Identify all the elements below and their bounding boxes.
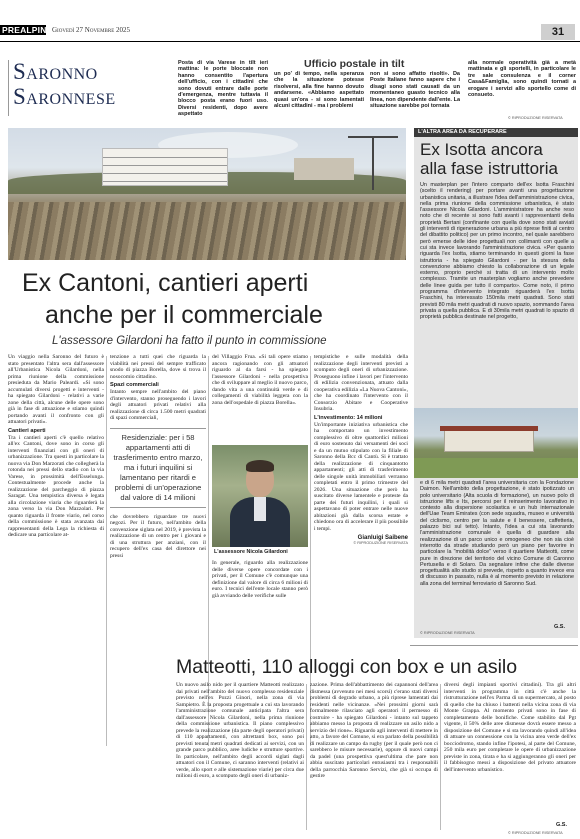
- bottom-col3: [444, 682, 576, 820]
- assessor-portrait-photo: [212, 445, 308, 547]
- page-number: 31: [541, 24, 575, 40]
- side-body1: Un masterplan per l'intero comparto dell'ex Isotta Fraschini (scelto il rendering) per portare avanti una progettazione urbanistica unitaria, a illustrare l'idea dell'amministrazione civica, nella prima riunione della commissione urbanistica, è stato l'assessore Nicola Gilardoni. L'amministratore ha anche reso noto che di recente si sono fatti avanti i rappresentanti della proprietà Bertani (confinante con quella dove sono stati avviati gli interventi di rigenerazione urbana a più riprese finiti al centro del dibattito politico) per un primo incontro, nel quale sarebbero però emerse delle idee progettuali non collimanti con quelle a cui sta invece lavorando l'amministrazione civica. «Per quanto riguarda l'ex Isotta, stiamo terminando in questi giorni la fase istruttoria - ha spiegato Gilardoni - per la stesura della convenzione abbiamo chiesto la collaborazione di un legale esterno, proprio perché si tratta di un intervento molto complesso. Tramite un masterplan vogliamo anche prevedere delle linee guida per tutto il comparto». Come noto, il primo programma d'intervento integrato riguarderà l'ex Isotta Fraschini, ha interessato 150mila metri quadrati. Sono stati previsti 80 mila metri quadrati di nuovo spazio, sommando l'area privata a quella pubblica. E di 30mila metri quadrati lo spazio di proprietà pubblica destinate nel progetto,: [420, 182, 574, 321]
- rendering-building: [444, 430, 534, 452]
- main-col3-text: del Villaggio Frua. «Si tali opere stiamo ancora ragionando con gli attuatori riguardo al da farsi - ha spiegato l'assessore Gilardoni - nella prospettiva che di sviluppare al meglio il nuovo parco, dando vita a una continuità verde e di collegamenti di viabilità leggera con la zona dell'ospedale di piazza Borella».: [212, 354, 308, 406]
- bottom-credit: © RIPRODUZIONE RISERVATA: [508, 831, 563, 835]
- rendering-lawn: [414, 458, 578, 478]
- side-kicker: L'ALTRA AREA DA RECUPERARE: [414, 128, 578, 137]
- main-headline-line1: Ex Cantoni, cantieri aperti: [22, 269, 309, 297]
- bottom-col2-text: zazione. Prima dell'abbattimento dei capannoni dell'area dismessa (avvenuto nei mesi scorsi) c'erano stati diversi problemi di degrado urbano, a più riprese lamentati dai residenti nelle vicinanze. «Nei prossimi giorni sarà formalmente rilasciato agli operatori il permesso di costruire - ha spiegato Gilardoni - intanto sul tappeto abbiamo messo la proposta di realizzare un asilo nido a servizio del rione». Riguardo agli interventi di mettere in atto, a favore del Comune, si era parlato della possibilità di realizzare un campo da rugby (per il quale però non ci sarebbero le misure necessarie), oppure di nuovi campi da padel (una prospettiva quest'ultima che pare non abbia suscitato particolari entusiasmi tra i responsabili della parrocchia Saronno Servizi, che già si occupa di gestire: [310, 682, 438, 779]
- col-divider: [440, 684, 441, 830]
- main-col4-text: tempistiche e sulle modalità della realizzazione degli interventi previsti a scomputo degli oneri di urbanizzazione. Proseguono infine i lavori per l'intervento di edilizia convenzionata, attuato dalla cooperativa edilizia «La Nuova Cantoni», che ha coordinato l'intervento con il Consorzio Abitare e Cooperative Insubria.: [314, 354, 408, 412]
- brand-name: PREALPINA: [2, 25, 53, 35]
- bottom-col3-text: diversi degli impianti sportivi cittadini). Tra gli altri interventi in programma in città c'è anche la ristrutturazione nell'ex Parma di un supermercato, al posto di quello che ha chiuso i battenti nella vicina zona di via Monte Grappa. Al momento privati sono in fase di completamento delle bonifiche. Come stabilito dal Pgt vigente, il 50% delle aree dismesse dovrà essere messo a disposizione del Comune e si sta lavorando quindi all'idea di attuare un connessione con la vicina area verde dell'ex bocciodromo, stando infine l'ipotesi, al parte del Comune, 250 mila euro per completare le opere di urbanizzazione previste in zona, tirata e ha si aggiungeranno gli oneri per il fabbisogno messi a disposizione del privato attuatore dell'intervento urbanistico.: [444, 682, 576, 773]
- main-subhead-spazi: Spazi commerciali: [110, 382, 159, 388]
- col-divider: [306, 684, 307, 830]
- portrait-hair: [246, 460, 274, 472]
- crane-arm: [348, 136, 398, 138]
- side-article: [414, 128, 578, 638]
- portrait-shirt: [254, 497, 266, 521]
- issue-date: Giovedì 27 Novembre 2025: [52, 26, 131, 34]
- main-col4b-text: Un'importante iniziativa urbanistica che ha comportato un investimento complessivo di oltre quattordici milioni di euro sostenuto dai versamenti dei soci e da un mutuo stipulato con la filiale di Saronno della Bcc di Cantù. Si è trattato della realizzazione di cinquantotto appartamenti; gli atti di trasferimento delle singole unità immobiliari verranno completati entro il primo trimestre del 2026. Una situazione che però ha suscitato diverse lamentele e proteste da parte dei futuri inquilini, i quali si aspettavano di poter entrare nelle nuove abitazioni già dalla scorsa estate e chiedono ora di accelerare il più possibile i tempi.: [314, 421, 408, 532]
- rubble-ground: [8, 202, 406, 260]
- apartment-building: [102, 148, 228, 186]
- main-col2b-text: Intanto sempre nell'ambito del piano d'intervento, stanno proseguendo i lavori degli attuatori privati relativi alla realizzazione di circa 1.500 metri quadrati di spazi commerciali,: [110, 389, 206, 421]
- photo-caption: L'assessore Nicola Gilardoni: [214, 549, 288, 555]
- main-col1: [8, 354, 104, 750]
- main-byline: Gianluigi Saibene: [357, 535, 408, 541]
- brief-col3: non si sono affatto risolti». Da Poste Italiane fanno sapere che i disagi sono stati causati da un momentaneo guasto tecnico alla linea, non dipendente dall'ente. La situazione sarebbe poi tornata: [370, 71, 460, 110]
- main-col3b-text: In generale, riguardo alla realizzazione delle diverse opere concordate con i privati, per il Comune c'è comunque una definizione dal valore di circa 6 milioni di euro. I tecnici dell'ente locale stanno però già avviando delle verifiche sulle: [212, 560, 308, 599]
- main-col1b-text: Tra i cantieri aperti c'è quello relativo all'ex Cantoni, dove sono in corso gli interventi finanziati con gli oneri di urbanizzazione. Tra questi in particolare la nuova via Don Marzorati che collegherà la rotonda nei pressi dello stadio con la via Varese, in prossimità dell'Esselunga. Contestualmente procede anche la realizzazione del parcheggio di piazza Saragat. Una tempistica diversa è legata alla circolazione viaria che riguarderà la zona verso la via Don Mazzolari. Per quanto riguarda il fronte viario, nel corso della commissione è stata avanzata dai rappresentanti della Lega la richiesta di dedicare una particolare at-: [8, 434, 104, 538]
- isotta-rendering-image: [414, 408, 578, 478]
- rear-building: [294, 158, 354, 180]
- main-col1-text: Un viaggio nella Saronno del futuro è stato presentato l'altra sera dall'assessore all'Urbanistica Nicola Gilardoni, nella prima riunione della commissione presieduta da Mario Paleardi. «Si sono accumulati diversi progetti e interventi - ha spiegato Gilardoni - relativi a varie zone della città, alcune delle opere sono già in fase di attuazione e stiamo quindi portando avanti il confronto con gli attuatori privati».: [8, 354, 104, 425]
- brief-credit: © RIPRODUZIONE RISERVATA: [508, 116, 563, 120]
- bottom-col2: [310, 682, 438, 832]
- main-col2-text: tenzione a tutti quei che riguarda la viabilità nei pressi del sempre trafficato snodo di piazza Borella, dove si trova il nosocomio cittadino.: [110, 354, 206, 380]
- brief-col1: Posta di via Varese in tilt ieri mattina: le porte bloccate non hanno consentito l'apertura dell'ufficio, con i cittadini che sono dovuti entrare dalle porte d'emergenza, mentre tuttavia il blocco posta erano fuori uso. Diversi residenti, dopo avere aspettato: [178, 60, 268, 118]
- section-title: [8, 60, 172, 116]
- top-brief: [178, 58, 578, 124]
- brief-col4: alla normale operatività già a metà mattinata e gli sportelli, in particolare le tre sale consulenza e il corner Casa&Famiglia, sono quindi tornati a erogare i servizi allo sportello come di consueto.: [468, 60, 576, 99]
- bottom-col1-text: Un nuovo asilo nido per il quartiere Matteotti realizzato dai privati nell'ambito del nuovo complesso residenziale previsto nell'ex Pozzi Ginori, nella zona di via Sampietro. È la proposta progettuale a cui sta lavorando l'amministrazione comunale anticipata l'altra sera dall'assessore Nicola Gilardoni, nella prima riunione della commissione urbanistica. Il piano complessivo prevede la realizzazione (da parte degli operatori privati) di 110 appartamenti, con altrettanti box, sono poi previsti tenuta metri quadrati dedicati ai servizi, con un grande parco pubblico, aree ludiche e strutture sportive. In particolare, nell'ambito degli accordi siglati dagli attuatori con il Comune, ci saranno interventi (relativi ai verde, allo sport e alle sistemazione viarie) per circa due milioni di euro, a scomputo degli oneri di urbaniz-: [176, 682, 304, 779]
- rendering-roof: [440, 426, 538, 431]
- section-title-line2: Saronnese: [13, 84, 116, 109]
- side-body2: e di 6 mila metri quadrati l'area universitaria con la Fondazione Daimon. Nell'ambito della progettazione, è stato ipotizzato un polo universitario (Alta scuola di formazione), un nuovo polo di istruzione lifts e Its, percorsi per il reinserimento lavorativo in contesto alla dispersione scolastica e un hub internazionale dell'Uae Team Emirates (con sede squadra, museo e università del ciclismo, centro per la salute e il benessere, caffetteria, palazzo bici sul tetto). Intanto, l'idea a cui sta lavorando l'amministrazione comunale è quella di guardare alla realizzazione di un parco unico e omogeneo che non sia cioè interrotto da strade studiando però un piano per favorire in particolare la "mobilità dolce" verso il quartiere Matteotti, come pure in direzione del territorio del vicino Comune di Caronno Pertusella e di Solaro. Da segnalare infine che dalle diverse progettualità allo studio si prevede, rispetto a quanto invece era di discusso in passato, nulla è al momento previsto in relazione alla zona del terminal ferroviario di Saronno Sud.: [420, 480, 574, 587]
- bottom-initials: G.S.: [556, 822, 568, 828]
- main-subhead-investimento: L'investimento: 14 milioni: [314, 414, 383, 421]
- main-col3a: [212, 354, 308, 442]
- main-subheadline: L'assessore Gilardoni ha fatto il punto in commissione: [52, 335, 327, 347]
- brief-heading: Ufficio postale in tilt: [304, 58, 405, 70]
- crane: [372, 136, 374, 190]
- main-col2c-text: che dovrebbero riguardare tre nuovi negozi. Per il futuro, nell'ambito della convenzione siglata nel 2019, è prevista la realizzazione di un centro per i giovani e di una struttura per anziani, con il recupero dell'ex casa del direttore nei pressi: [110, 513, 206, 559]
- bottom-divider: [410, 645, 578, 646]
- side-initials: G.S.: [554, 624, 566, 630]
- main-subhead-cantieri: Cantieri aperti: [8, 427, 46, 434]
- page-header: [0, 0, 580, 42]
- pullquote: Residenziale: per i 58 appartamenti atti di trasferimento entro marzo, ma i futuri inquilini si lamentano per ritardi e problemi di un'operazione dal valore di 14 milioni: [110, 428, 206, 508]
- main-credit: © RIPRODUZIONE RISERVATA: [353, 541, 408, 545]
- side-headline-line1: Ex Isotta ancora: [420, 140, 543, 159]
- ex-cantoni-construction-photo: [8, 128, 406, 260]
- side-credit: © RIPRODUZIONE RISERVATA: [420, 631, 475, 635]
- brief-col2: un po' di tempo, nella speranza che la situazione potesse risolversi, alla fine hanno dovuto andarsene. «Abbiamo aspettato quasi un'ora - si sono lamentati alcuni cittadini - ma i problemi: [274, 71, 364, 110]
- main-headline-line2: anche per il commerciale: [45, 301, 323, 329]
- bottom-col1: [176, 682, 304, 832]
- section-title-line1: Saronno: [13, 59, 98, 84]
- side-headline-line2: alla fase istruttoria: [420, 159, 558, 178]
- col-divider: [106, 356, 107, 746]
- bottom-headline: Matteotti, 110 alloggi con box e un asilo: [176, 656, 518, 678]
